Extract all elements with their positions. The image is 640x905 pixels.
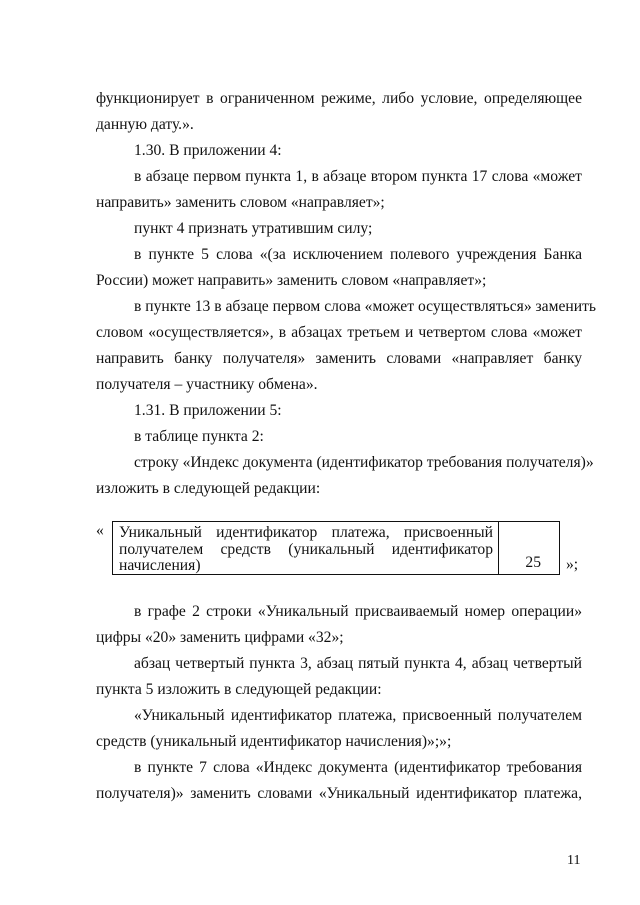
section-heading-1-31: 1.31. В приложении 5: [134, 402, 282, 419]
table-cell-line: Уникальный идентификатор платежа, присвоенный [119, 524, 493, 541]
text-line: функционирует в ограниченном режиме, либо условие, определяющее [96, 90, 582, 107]
table-cell-line: начисления) [119, 557, 201, 574]
text-line: России) может направить» заменить словом «направляет»; [96, 272, 487, 289]
amendment-table [112, 521, 560, 575]
page-number: 11 [567, 853, 581, 868]
text-line: цифры «20» заменить цифрами «32»; [96, 629, 344, 646]
text-line: строку «Индекс документа (идентификатор требования получателя)» [134, 454, 594, 471]
text-line: пункт 4 признать утратившим силу; [134, 220, 373, 237]
text-line: «Уникальный идентификатор платежа, присвоенный получателем [134, 707, 582, 724]
text-line: в абзаце первом пункта 1, в абзаце втором пункта 17 слова «может [134, 168, 582, 185]
text-line: направить» заменить словом «направляет»; [96, 194, 385, 211]
table-cell-line: получателем средств (уникальный идентификатор [119, 541, 493, 558]
text-line: получателя)» заменить словами «Уникальный идентификатор платежа, [96, 785, 582, 802]
text-line: абзац четвертый пункта 3, абзац пятый пункта 4, абзац четвертый [134, 655, 582, 672]
text-line: в пункте 13 в абзаце первом слова «может осуществляться» заменить [134, 298, 597, 315]
text-line: в графе 2 строки «Уникальный присваиваемый номер операции» [134, 603, 582, 620]
text-line: пункта 5 изложить в следующей редакции: [96, 681, 382, 698]
text-line: в таблице пункта 2: [134, 428, 264, 445]
open-quote: « [96, 522, 104, 539]
text-line: в пункте 7 слова «Индекс документа (идентификатор требования [134, 759, 582, 776]
text-line: словом «осуществляется», в абзацах третьем и четвертом слова «может [96, 324, 582, 341]
text-line: изложить в следующей редакции: [96, 480, 321, 497]
text-line: получателя – участнику обмена». [96, 376, 318, 393]
table-cell-value [499, 522, 559, 574]
close-quote: »; [566, 556, 579, 573]
section-heading-1-30: 1.30. В приложении 4: [134, 142, 282, 159]
text-line: направить банку получателя» заменить словами «направляет банку [96, 350, 582, 367]
table-cell-description [113, 522, 499, 574]
text-line: данную дату.». [96, 116, 194, 133]
text-line: средств (уникальный идентификатор начисления)»;»; [96, 733, 452, 750]
table-value: 25 [525, 554, 541, 571]
text-line: в пункте 5 слова «(за исключением полевого учреждения Банка [134, 246, 582, 263]
